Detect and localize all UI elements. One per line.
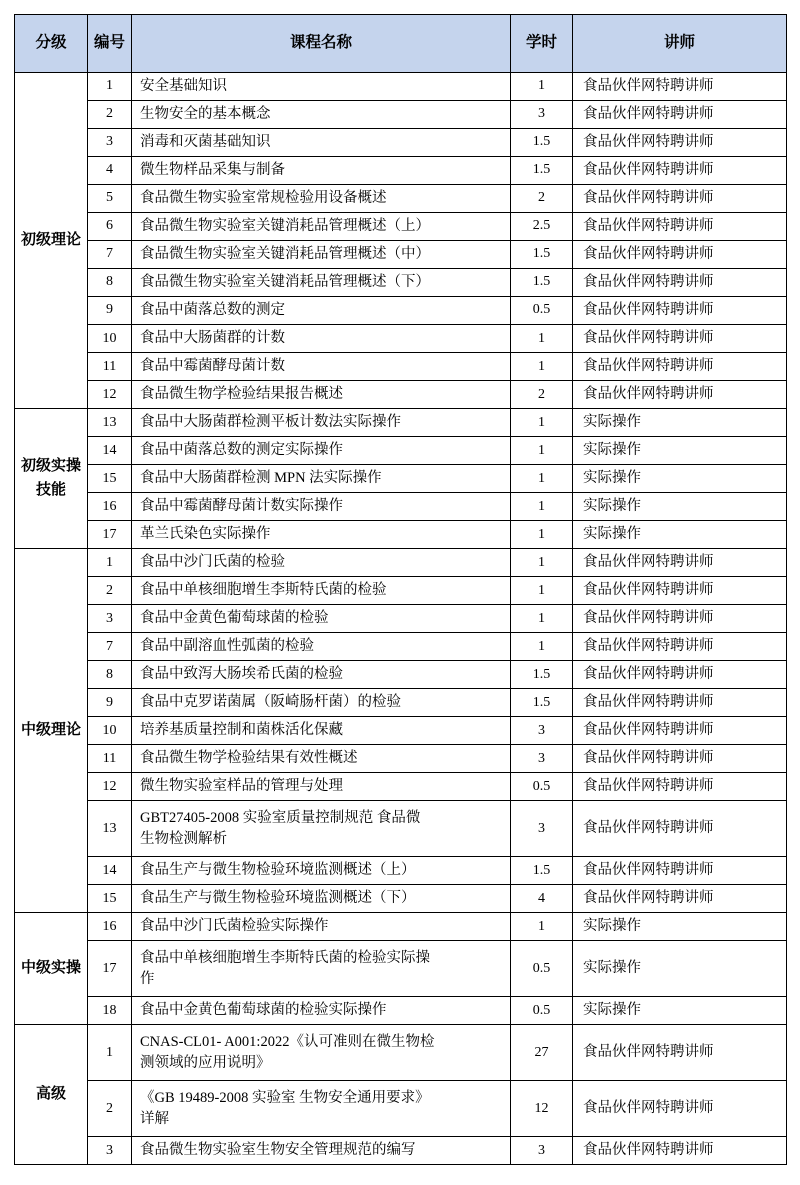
column-header-instructor: 讲师 [573,15,787,73]
table-row [15,997,787,1025]
table-row [15,913,787,941]
table-row [15,297,787,325]
hours-cell: 0.5 [511,297,573,325]
hours-cell: 1 [511,73,573,101]
instructor-cell: 食品伙伴网特聘讲师 [573,269,787,297]
table-row [15,409,787,437]
hours-cell: 1.5 [511,129,573,157]
course-name-line: 食品微生物实验室关键消耗品管理概述（上） [140,218,430,235]
course-name-cell [132,521,511,549]
hours-cell: 1 [511,465,573,493]
course-name-cell [132,437,511,465]
table-row [15,717,787,745]
hours-cell: 2.5 [511,213,573,241]
hours-cell: 3 [511,1137,573,1165]
instructor-cell: 食品伙伴网特聘讲师 [573,353,787,381]
course-name-cell [132,1137,511,1165]
row-number-cell: 11 [88,745,132,773]
level-label-line: 中级 [20,960,51,977]
course-name-cell [132,213,511,241]
course-name-cell [132,325,511,353]
row-number-cell: 15 [88,465,132,493]
table-row [15,633,787,661]
instructor-cell: 食品伙伴网特聘讲师 [573,1081,787,1137]
instructor-cell: 食品伙伴网特聘讲师 [573,717,787,745]
course-name-line: 详解 [140,1110,169,1127]
row-number-cell: 8 [88,661,132,689]
instructor-cell: 食品伙伴网特聘讲师 [573,129,787,157]
course-name-line: 作 [140,970,155,987]
hours-cell: 1 [511,325,573,353]
instructor-cell: 食品伙伴网特聘讲师 [573,213,787,241]
instructor-cell: 食品伙伴网特聘讲师 [573,157,787,185]
instructor-cell: 食品伙伴网特聘讲师 [573,185,787,213]
row-number-cell: 1 [88,73,132,101]
course-name-cell [132,941,511,997]
instructor-cell: 食品伙伴网特聘讲师 [573,857,787,885]
course-name-cell [132,185,511,213]
hours-cell: 1 [511,913,573,941]
instructor-cell: 食品伙伴网特聘讲师 [573,773,787,801]
course-name-cell [132,493,511,521]
table-row [15,101,787,129]
course-name-cell [132,857,511,885]
table-body [15,73,787,1165]
course-name-cell [132,381,511,409]
instructor-cell: 食品伙伴网特聘讲师 [573,101,787,129]
instructor-cell: 食品伙伴网特聘讲师 [573,633,787,661]
course-name-cell [132,101,511,129]
hours-cell: 1.5 [511,857,573,885]
level-label-line: 初级 [20,231,51,248]
row-number-cell: 3 [88,129,132,157]
table-row [15,381,787,409]
course-name-line: 微生物样品采集与制备 [140,162,285,179]
row-number-cell: 13 [88,801,132,857]
row-number-cell: 12 [88,381,132,409]
hours-cell: 1 [511,633,573,661]
course-name-line: 食品中克罗诺菌属（阪崎肠杆菌）的检验 [140,694,401,711]
course-name-line: 革兰氏染色实际操作 [140,526,271,543]
table-row [15,157,787,185]
course-name-cell [132,661,511,689]
table-row [15,185,787,213]
table-row [15,493,787,521]
row-number-cell: 16 [88,493,132,521]
course-name-cell [132,549,511,577]
course-name-cell [132,913,511,941]
level-label-line: 理论 [51,231,82,248]
course-name-line: 食品中菌落总数的测定实际操作 [140,442,343,459]
instructor-cell: 食品伙伴网特聘讲师 [573,801,787,857]
course-name-cell [132,297,511,325]
level-label-line: 操 [66,458,82,475]
table-row [15,577,787,605]
table-row [15,325,787,353]
row-number-cell: 5 [88,185,132,213]
course-name-line: 食品微生物实验室生物安全管理规范的编写 [140,1142,416,1159]
table-row [15,129,787,157]
hours-cell: 1 [511,521,573,549]
table-row [15,213,787,241]
course-name-cell [132,997,511,1025]
hours-cell: 0.5 [511,997,573,1025]
row-number-cell: 14 [88,437,132,465]
course-name-cell [132,129,511,157]
column-header-course-name: 课程名称 [132,15,511,73]
table-row [15,465,787,493]
hours-cell: 3 [511,745,573,773]
course-name-cell [132,157,511,185]
table-row [15,241,787,269]
instructor-cell: 实际操作 [573,997,787,1025]
hours-cell: 1 [511,577,573,605]
course-name-cell [132,717,511,745]
hours-cell: 1.5 [511,689,573,717]
row-number-cell: 12 [88,773,132,801]
course-name-line: 食品中沙门氏菌检验实际操作 [140,918,329,935]
table-row [15,689,787,717]
row-number-cell: 16 [88,913,132,941]
row-number-cell: 6 [88,213,132,241]
instructor-cell: 食品伙伴网特聘讲师 [573,689,787,717]
hours-cell: 1 [511,549,573,577]
level-cell [15,409,88,549]
table-row [15,801,787,857]
instructor-cell: 实际操作 [573,941,787,997]
hours-cell: 1 [511,437,573,465]
hours-cell: 3 [511,717,573,745]
table-row [15,661,787,689]
header-row [15,15,787,73]
course-schedule-table [14,14,787,1165]
table-row [15,773,787,801]
instructor-cell: 实际操作 [573,913,787,941]
row-number-cell: 4 [88,157,132,185]
table-row [15,857,787,885]
row-number-cell: 1 [88,549,132,577]
course-name-cell [132,241,511,269]
level-label-line: 中级 [20,722,51,739]
hours-cell: 27 [511,1025,573,1081]
course-name-line: 测领域的应用说明》 [140,1054,271,1071]
instructor-cell: 实际操作 [573,521,787,549]
course-name-cell [132,409,511,437]
instructor-cell: 实际操作 [573,465,787,493]
instructor-cell: 实际操作 [573,437,787,465]
instructor-cell: 实际操作 [573,493,787,521]
course-name-line: 食品微生物实验室常规检验用设备概述 [140,190,387,207]
row-number-cell: 1 [88,1025,132,1081]
instructor-cell: 食品伙伴网特聘讲师 [573,885,787,913]
row-number-cell: 8 [88,269,132,297]
course-name-line: 食品微生物学检验结果报告概述 [140,386,343,403]
course-name-line: 食品中霉菌酵母菌计数实际操作 [140,498,343,515]
course-name-line: 生物安全的基本概念 [140,106,271,123]
course-name-line: 消毒和灭菌基础知识 [140,134,271,151]
row-number-cell: 9 [88,297,132,325]
course-name-line: 食品中沙门氏菌的检验 [140,554,285,571]
instructor-cell: 食品伙伴网特聘讲师 [573,325,787,353]
table-header [15,15,787,73]
row-number-cell: 18 [88,997,132,1025]
level-cell [15,1025,88,1165]
course-name-line: 生物检测解析 [140,830,227,847]
course-name-cell [132,605,511,633]
level-cell [15,73,88,409]
row-number-cell: 10 [88,717,132,745]
table-row [15,269,787,297]
course-name-line: 食品微生物学检验结果有效性概述 [140,750,358,767]
level-label-line: 实操 [51,960,82,977]
course-name-line: 食品中大肠菌群的计数 [140,330,285,347]
table-row [15,605,787,633]
instructor-cell: 食品伙伴网特聘讲师 [573,73,787,101]
hours-cell: 1 [511,493,573,521]
row-number-cell: 2 [88,577,132,605]
table-row [15,437,787,465]
level-label-line: 理论 [51,722,82,739]
level-label-line: 技能 [35,481,66,498]
course-name-cell [132,689,511,717]
row-number-cell: 17 [88,521,132,549]
course-name-cell [132,633,511,661]
hours-cell: 1 [511,409,573,437]
table-row [15,549,787,577]
course-name-line: 《GB 19489-2008 实验室 生物安全通用要求》 [140,1089,430,1106]
column-header-number: 编号 [88,15,132,73]
course-name-cell [132,465,511,493]
table-row [15,1081,787,1137]
hours-cell: 1.5 [511,269,573,297]
course-name-cell [132,745,511,773]
table-row [15,73,787,101]
course-name-line: 食品中金黄色葡萄球菌的检验 [140,610,329,627]
row-number-cell: 15 [88,885,132,913]
row-number-cell: 14 [88,857,132,885]
instructor-cell: 食品伙伴网特聘讲师 [573,661,787,689]
hours-cell: 0.5 [511,773,573,801]
instructor-cell: 食品伙伴网特聘讲师 [573,549,787,577]
level-cell [15,913,88,1025]
course-name-line: GBT27405-2008 实验室质量控制规范 食品微 [140,809,421,826]
row-number-cell: 10 [88,325,132,353]
row-number-cell: 2 [88,101,132,129]
course-name-line: 食品中大肠菌群检测平板计数法实际操作 [140,414,401,431]
course-name-line: 食品微生物实验室关键消耗品管理概述（中） [140,246,430,263]
row-number-cell: 17 [88,941,132,997]
table-row [15,353,787,381]
course-name-cell [132,269,511,297]
course-name-line: 微生物实验室样品的管理与处理 [140,778,343,795]
instructor-cell: 食品伙伴网特聘讲师 [573,577,787,605]
instructor-cell: 食品伙伴网特聘讲师 [573,297,787,325]
course-name-line: 安全基础知识 [140,78,227,94]
table-row [15,885,787,913]
table-row [15,745,787,773]
row-number-cell: 11 [88,353,132,381]
course-name-cell [132,1081,511,1137]
course-name-cell [132,773,511,801]
level-label-line: 高级 [35,1086,66,1103]
course-name-line: CNAS-CL01- A001:2022《认可准则在微生物检 [140,1033,435,1050]
level-cell [15,549,88,913]
hours-cell: 1.5 [511,241,573,269]
course-name-line: 食品中金黄色葡萄球菌的检验实际操作 [140,1002,387,1019]
instructor-cell: 食品伙伴网特聘讲师 [573,745,787,773]
table-row [15,521,787,549]
hours-cell: 1 [511,605,573,633]
course-name-line: 食品中单核细胞增生李斯特氏菌的检验 [140,582,387,599]
column-header-level: 分级 [15,15,88,73]
course-name-line: 食品中单核细胞增生李斯特氏菌的检验实际操 [140,949,430,966]
hours-cell: 2 [511,381,573,409]
hours-cell: 12 [511,1081,573,1137]
row-number-cell: 2 [88,1081,132,1137]
column-header-hours: 学时 [511,15,573,73]
course-name-line: 食品中霉菌酵母菌计数 [140,358,285,375]
course-name-line: 食品中副溶血性弧菌的检验 [140,638,314,655]
hours-cell: 1.5 [511,157,573,185]
course-name-cell [132,577,511,605]
hours-cell: 3 [511,801,573,857]
hours-cell: 2 [511,185,573,213]
instructor-cell: 实际操作 [573,409,787,437]
course-name-cell [132,353,511,381]
course-name-line: 食品中大肠菌群检测 MPN 法实际操作 [140,470,382,487]
row-number-cell: 13 [88,409,132,437]
course-name-cell [132,73,511,101]
instructor-cell: 食品伙伴网特聘讲师 [573,381,787,409]
row-number-cell: 7 [88,633,132,661]
course-name-line: 食品微生物实验室关键消耗品管理概述（下） [140,274,430,291]
table-row [15,1025,787,1081]
instructor-cell: 食品伙伴网特聘讲师 [573,241,787,269]
row-number-cell: 7 [88,241,132,269]
course-name-line: 培养基质量控制和菌株活化保藏 [140,722,343,739]
row-number-cell: 3 [88,1137,132,1165]
course-name-cell [132,801,511,857]
row-number-cell: 3 [88,605,132,633]
row-number-cell: 9 [88,689,132,717]
course-name-line: 食品生产与微生物检验环境监测概述（上） [140,862,416,879]
instructor-cell: 食品伙伴网特聘讲师 [573,605,787,633]
course-name-line: 食品生产与微生物检验环境监测概述（下） [140,890,416,907]
instructor-cell: 食品伙伴网特聘讲师 [573,1137,787,1165]
course-name-line: 食品中致泻大肠埃希氏菌的检验 [140,666,343,683]
hours-cell: 0.5 [511,941,573,997]
hours-cell: 1.5 [511,661,573,689]
hours-cell: 1 [511,353,573,381]
course-name-line: 食品中菌落总数的测定 [140,302,285,319]
hours-cell: 3 [511,101,573,129]
table-row [15,1137,787,1165]
course-name-cell [132,885,511,913]
course-name-cell [132,1025,511,1081]
level-label-line: 初级实 [20,458,66,475]
instructor-cell: 食品伙伴网特聘讲师 [573,1025,787,1081]
hours-cell: 4 [511,885,573,913]
table-row [15,941,787,997]
